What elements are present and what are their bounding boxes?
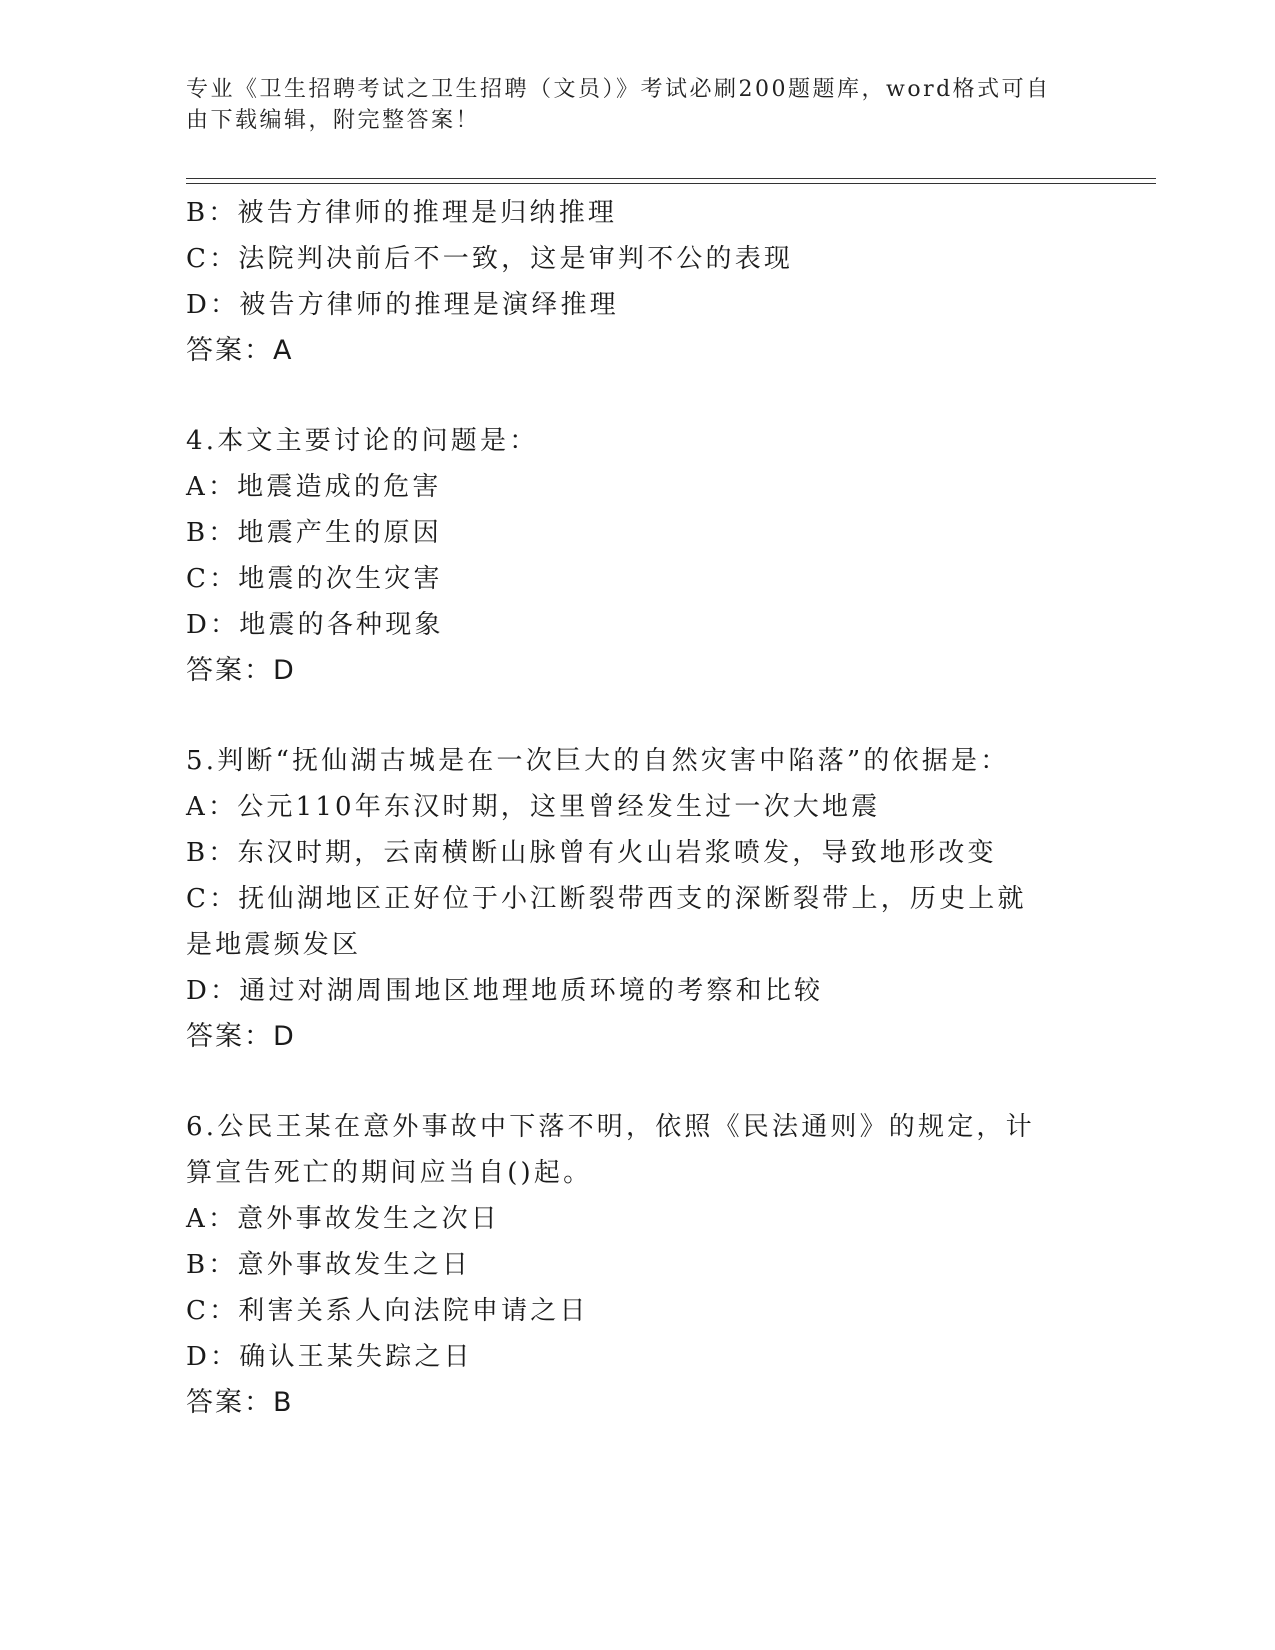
option-c: C：利害关系人向法院申请之日 <box>186 1296 589 1326</box>
header-rule-bottom <box>186 183 1156 184</box>
option-a: A：地震造成的危害 <box>186 472 442 502</box>
option-d: D：通过对湖周围地区地理地质环境的考察和比较 <box>186 976 824 1006</box>
question-3-tail <box>186 190 1086 374</box>
option-d: D：地震的各种现象 <box>186 610 444 640</box>
question-stem: 5.判断“抚仙湖古城是在一次巨大的自然灾害中陷落”的依据是： <box>186 746 1010 776</box>
option-d: D：确认王某失踪之日 <box>186 1342 473 1372</box>
answer: 答案：D <box>186 1021 296 1052</box>
option-c: C：抚仙湖地区正好位于小江断裂带西支的深断裂带上，历史上就是地震频发区 <box>186 884 1027 960</box>
option-b: B：意外事故发生之日 <box>186 1250 472 1280</box>
question-4 <box>186 418 1086 694</box>
answer: 答案：A <box>186 335 294 366</box>
option-a: A：公元110年东汉时期，这里曾经发生过一次大地震 <box>186 792 881 822</box>
answer: 答案：B <box>186 1387 294 1418</box>
option-b: B：被告方律师的推理是归纳推理 <box>186 198 618 228</box>
question-6 <box>186 1104 1086 1426</box>
option-c: C：地震的次生灾害 <box>186 564 443 594</box>
question-list <box>186 190 1086 1426</box>
header-rule-top <box>186 178 1156 179</box>
option-b: B：东汉时期，云南横断山脉曾有火山岩浆喷发，导致地形改变 <box>186 838 997 868</box>
question-stem: 6.公民王某在意外事故中下落不明，依照《民法通则》的规定，计算宣告死亡的期间应当自()起。 <box>186 1112 1035 1188</box>
option-a: A：意外事故发生之次日 <box>186 1204 500 1234</box>
spacer <box>186 374 1086 418</box>
document-header: 专业《卫生招聘考试之卫生招聘（文员）》考试必刷200题题库，word格式可自由下载编辑，附完整答案！ <box>186 77 1051 133</box>
option-c: C：法院判决前后不一致，这是审判不公的表现 <box>186 244 794 274</box>
question-5 <box>186 738 1086 1060</box>
option-d: D：被告方律师的推理是演绎推理 <box>186 290 619 320</box>
option-b: B：地震产生的原因 <box>186 518 442 548</box>
spacer <box>186 1060 1086 1104</box>
answer: 答案：D <box>186 655 296 686</box>
spacer <box>186 694 1086 738</box>
question-stem: 4.本文主要讨论的问题是： <box>186 426 539 456</box>
